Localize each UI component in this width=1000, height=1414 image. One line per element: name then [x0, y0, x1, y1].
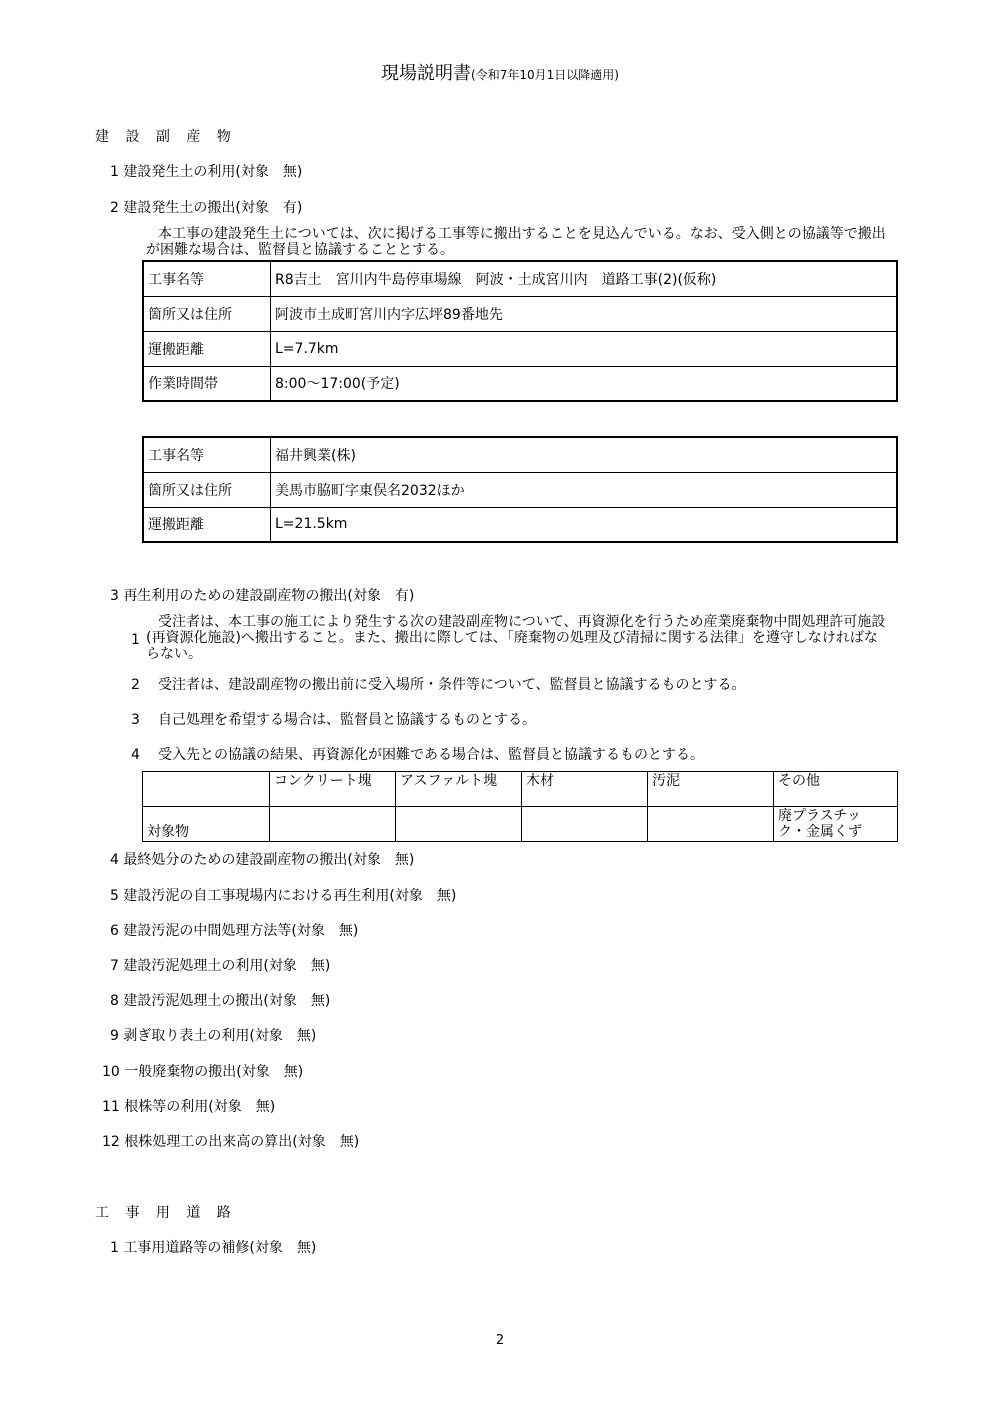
table-cell: [270, 807, 396, 842]
item-3-sub2-number: 2: [131, 677, 140, 693]
table-cell: 箇所又は住所: [143, 472, 271, 507]
table-header-cell: アスファルト塊: [396, 772, 522, 807]
item-7: 7 建設汚泥処理土の利用(対象 無): [110, 958, 331, 974]
table-cell: 福井興業(株): [271, 437, 898, 472]
table-row: [143, 331, 897, 366]
table-cell: 運搬距離: [143, 507, 271, 542]
table-cell: [522, 807, 648, 842]
road-item-1: 1 工事用道路等の補修(対象 無): [110, 1240, 317, 1256]
table-cell: L=21.5km: [271, 507, 898, 542]
item-9: 9 剥ぎ取り表土の利用(対象 無): [110, 1028, 317, 1044]
waste-table: [142, 771, 898, 842]
item-6: 6 建設汚泥の中間処理方法等(対象 無): [110, 923, 359, 939]
table-row: [143, 261, 897, 296]
item-3: 3 再生利用のための建設副産物の搬出(対象 有): [110, 588, 415, 604]
table-cell: [648, 807, 774, 842]
table-cell: R8吉土 宮川内牛島停車場線 阿波・土成宮川内 道路工事(2)(仮称): [271, 261, 898, 296]
item-12: 12 根株処理工の出来高の算出(対象 無): [102, 1134, 360, 1150]
table-row: [143, 472, 897, 507]
table-cell: 運搬距離: [143, 331, 271, 366]
item-3-sub4-number: 4: [131, 747, 140, 763]
item-10: 10 一般廃棄物の搬出(対象 無): [102, 1064, 304, 1080]
page-number: 2: [495, 1333, 505, 1348]
destination-table-2: [142, 436, 898, 543]
item-3-sub1-number: 1: [131, 632, 140, 648]
item-3-sub2-text: 受注者は、建設副産物の搬出前に受入場所・条件等について、監督員と協議するものとする。: [158, 677, 746, 693]
table-row: [143, 807, 898, 842]
title-sub: (令和7年10月1日以降適用): [471, 68, 619, 82]
title-main: 現場説明書: [381, 63, 472, 84]
table-header-cell: コンクリート塊: [270, 772, 396, 807]
table-header-cell: 木材: [522, 772, 648, 807]
table-cell: 阿波市土成町宮川内字広坪89番地先: [271, 296, 898, 331]
table-cell: 箇所又は住所: [143, 296, 271, 331]
item-2: 2 建設発生土の搬出(対象 有): [110, 200, 303, 216]
item-11: 11 根株等の利用(対象 無): [102, 1099, 276, 1115]
table-header-cell: その他: [774, 772, 898, 807]
item-3-sub4-text: 受入先との協議の結果、再資源化が困難である場合は、監督員と協議するものとする。: [158, 747, 704, 763]
item-3-sub3-number: 3: [131, 712, 140, 728]
table-cell: 工事名等: [143, 261, 271, 296]
table-header-row: [143, 772, 898, 807]
item-3-sub1-text: 受注者は、本工事の施工により発生する次の建設副産物について、再資源化を行うため産業廃棄物中間処理許可施設(再資源化施設)へ搬出すること。また、搬出に際しては、「廃棄物の処理及び清掃に関する法律」を遵守しなければならない。: [146, 614, 886, 662]
item-4: 4 最終処分のための建設副産物の搬出(対象 無): [110, 852, 415, 868]
table-cell: 廃プラスチック・金属くず: [774, 807, 898, 842]
item-3-sub3-text: 自己処理を希望する場合は、監督員と協議するものとする。: [158, 712, 536, 728]
table-cell: 作業時間帯: [143, 366, 271, 401]
table-row: [143, 296, 897, 331]
table-cell: [396, 807, 522, 842]
table-cell: 工事名等: [143, 437, 271, 472]
table-row: [143, 437, 897, 472]
table-row-label: 対象物: [143, 807, 270, 842]
document-title: [0, 64, 1000, 85]
destination-table-1: [142, 260, 898, 402]
table-cell: 8:00～17:00(予定): [271, 366, 898, 401]
table-header-cell: [143, 772, 270, 807]
table-row: [143, 507, 897, 542]
section-heading-byproducts: 建 設 副 産 物: [95, 129, 237, 145]
item-8: 8 建設汚泥処理土の搬出(対象 無): [110, 993, 331, 1009]
item-1: 1 建設発生土の利用(対象 無): [110, 164, 303, 180]
table-row: [143, 366, 897, 401]
item-2-paragraph: 本工事の建設発生土については、次に掲げる工事等に搬出することを見込んでいる。なお、受入側との協議等で搬出が困難な場合は、監督員と協議することとする。: [146, 226, 886, 258]
table-header-cell: 汚泥: [648, 772, 774, 807]
section-heading-construction-road: 工 事 用 道 路: [95, 1205, 237, 1221]
item-5: 5 建設汚泥の自工事現場内における再生利用(対象 無): [110, 888, 457, 904]
table-cell: L=7.7km: [271, 331, 898, 366]
table-cell: 美馬市脇町字東俣名2032ほか: [271, 472, 898, 507]
